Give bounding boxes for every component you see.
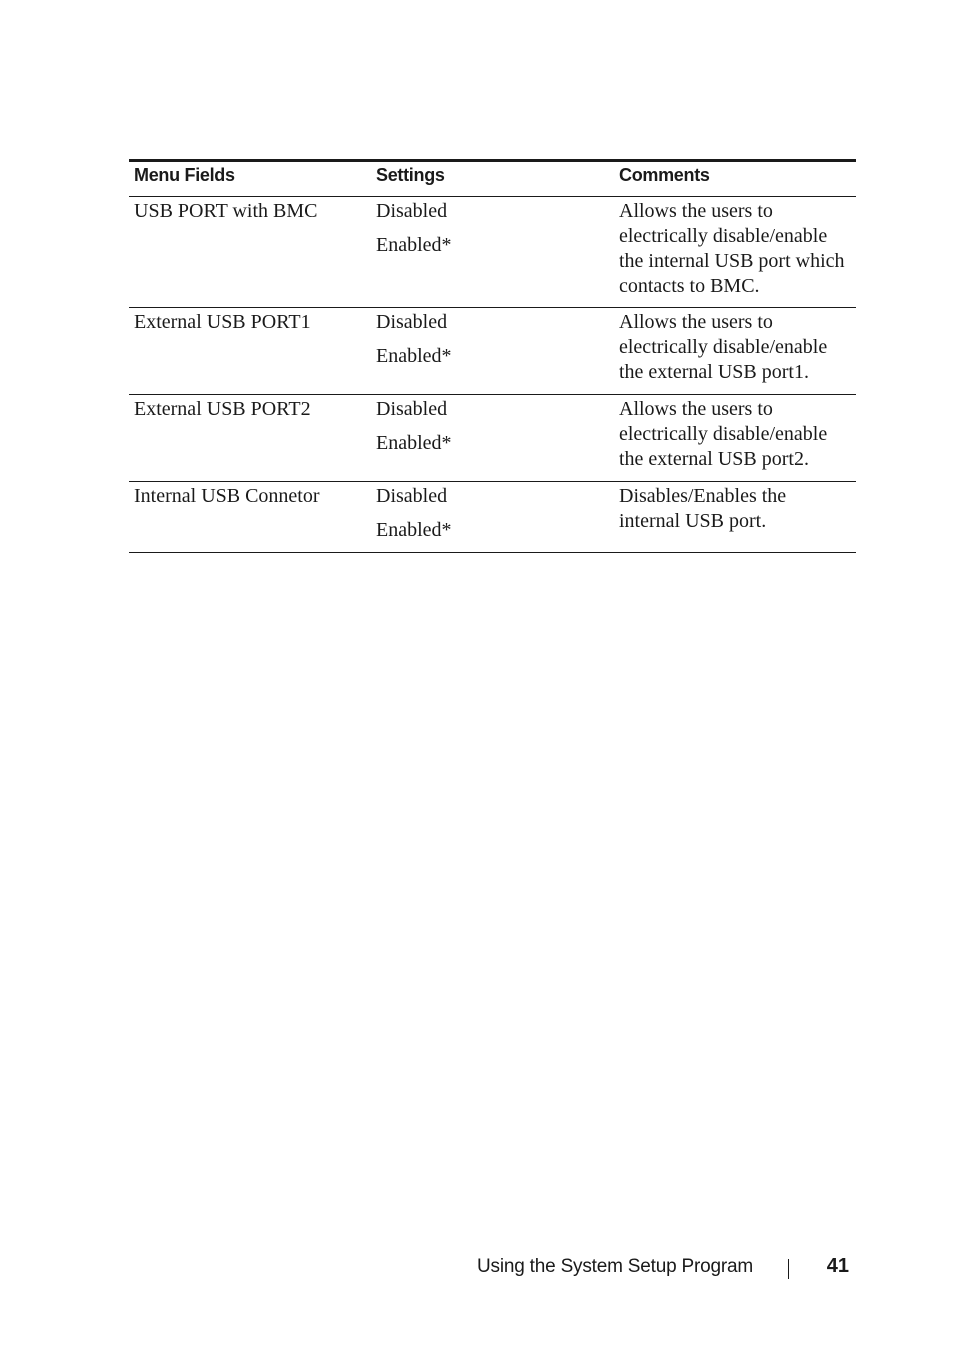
settings-cell — [371, 482, 614, 553]
comment-cell: Allows the users to electrically disable/enable the external USB port2. — [614, 395, 856, 482]
header-settings: Settings — [371, 161, 614, 197]
setting-option-default: Enabled* — [376, 234, 452, 256]
menu-field-cell: External USB PORT1 — [129, 308, 371, 395]
settings-cell — [371, 197, 614, 308]
header-comments: Comments — [614, 161, 856, 197]
menu-field-cell: USB PORT with BMC — [129, 197, 371, 308]
comment-cell: Allows the users to electrically disable/enable the internal USB port which contacts to BMC. — [614, 197, 856, 308]
settings-cell — [371, 395, 614, 482]
table-header-row — [129, 161, 856, 197]
menu-field-cell: External USB PORT2 — [129, 395, 371, 482]
table-row — [129, 308, 856, 395]
setting-option-default: Enabled* — [376, 345, 452, 367]
page-number: 41 — [826, 1255, 849, 1277]
setting-option: Disabled — [376, 398, 448, 420]
menu-field-cell: Internal USB Connetor — [129, 482, 371, 553]
setting-option-default: Enabled* — [376, 432, 452, 454]
usb-settings-table — [129, 159, 856, 553]
comment-cell: Allows the users to electrically disable/enable the external USB port1. — [614, 308, 856, 395]
setting-option-default: Enabled* — [376, 519, 452, 541]
page-footer — [0, 1254, 954, 1284]
footer-divider — [788, 1259, 789, 1279]
comment-cell: Disables/Enables the internal USB port. — [614, 482, 856, 553]
setting-option: Disabled — [376, 311, 448, 333]
table-row — [129, 482, 856, 553]
setting-option: Disabled — [376, 200, 448, 222]
header-menu-fields: Menu Fields — [129, 161, 371, 197]
setting-option: Disabled — [376, 485, 448, 507]
table-row — [129, 395, 856, 482]
table-row — [129, 197, 856, 308]
settings-cell — [371, 308, 614, 395]
footer-section-title: Using the System Setup Program — [477, 1256, 753, 1277]
